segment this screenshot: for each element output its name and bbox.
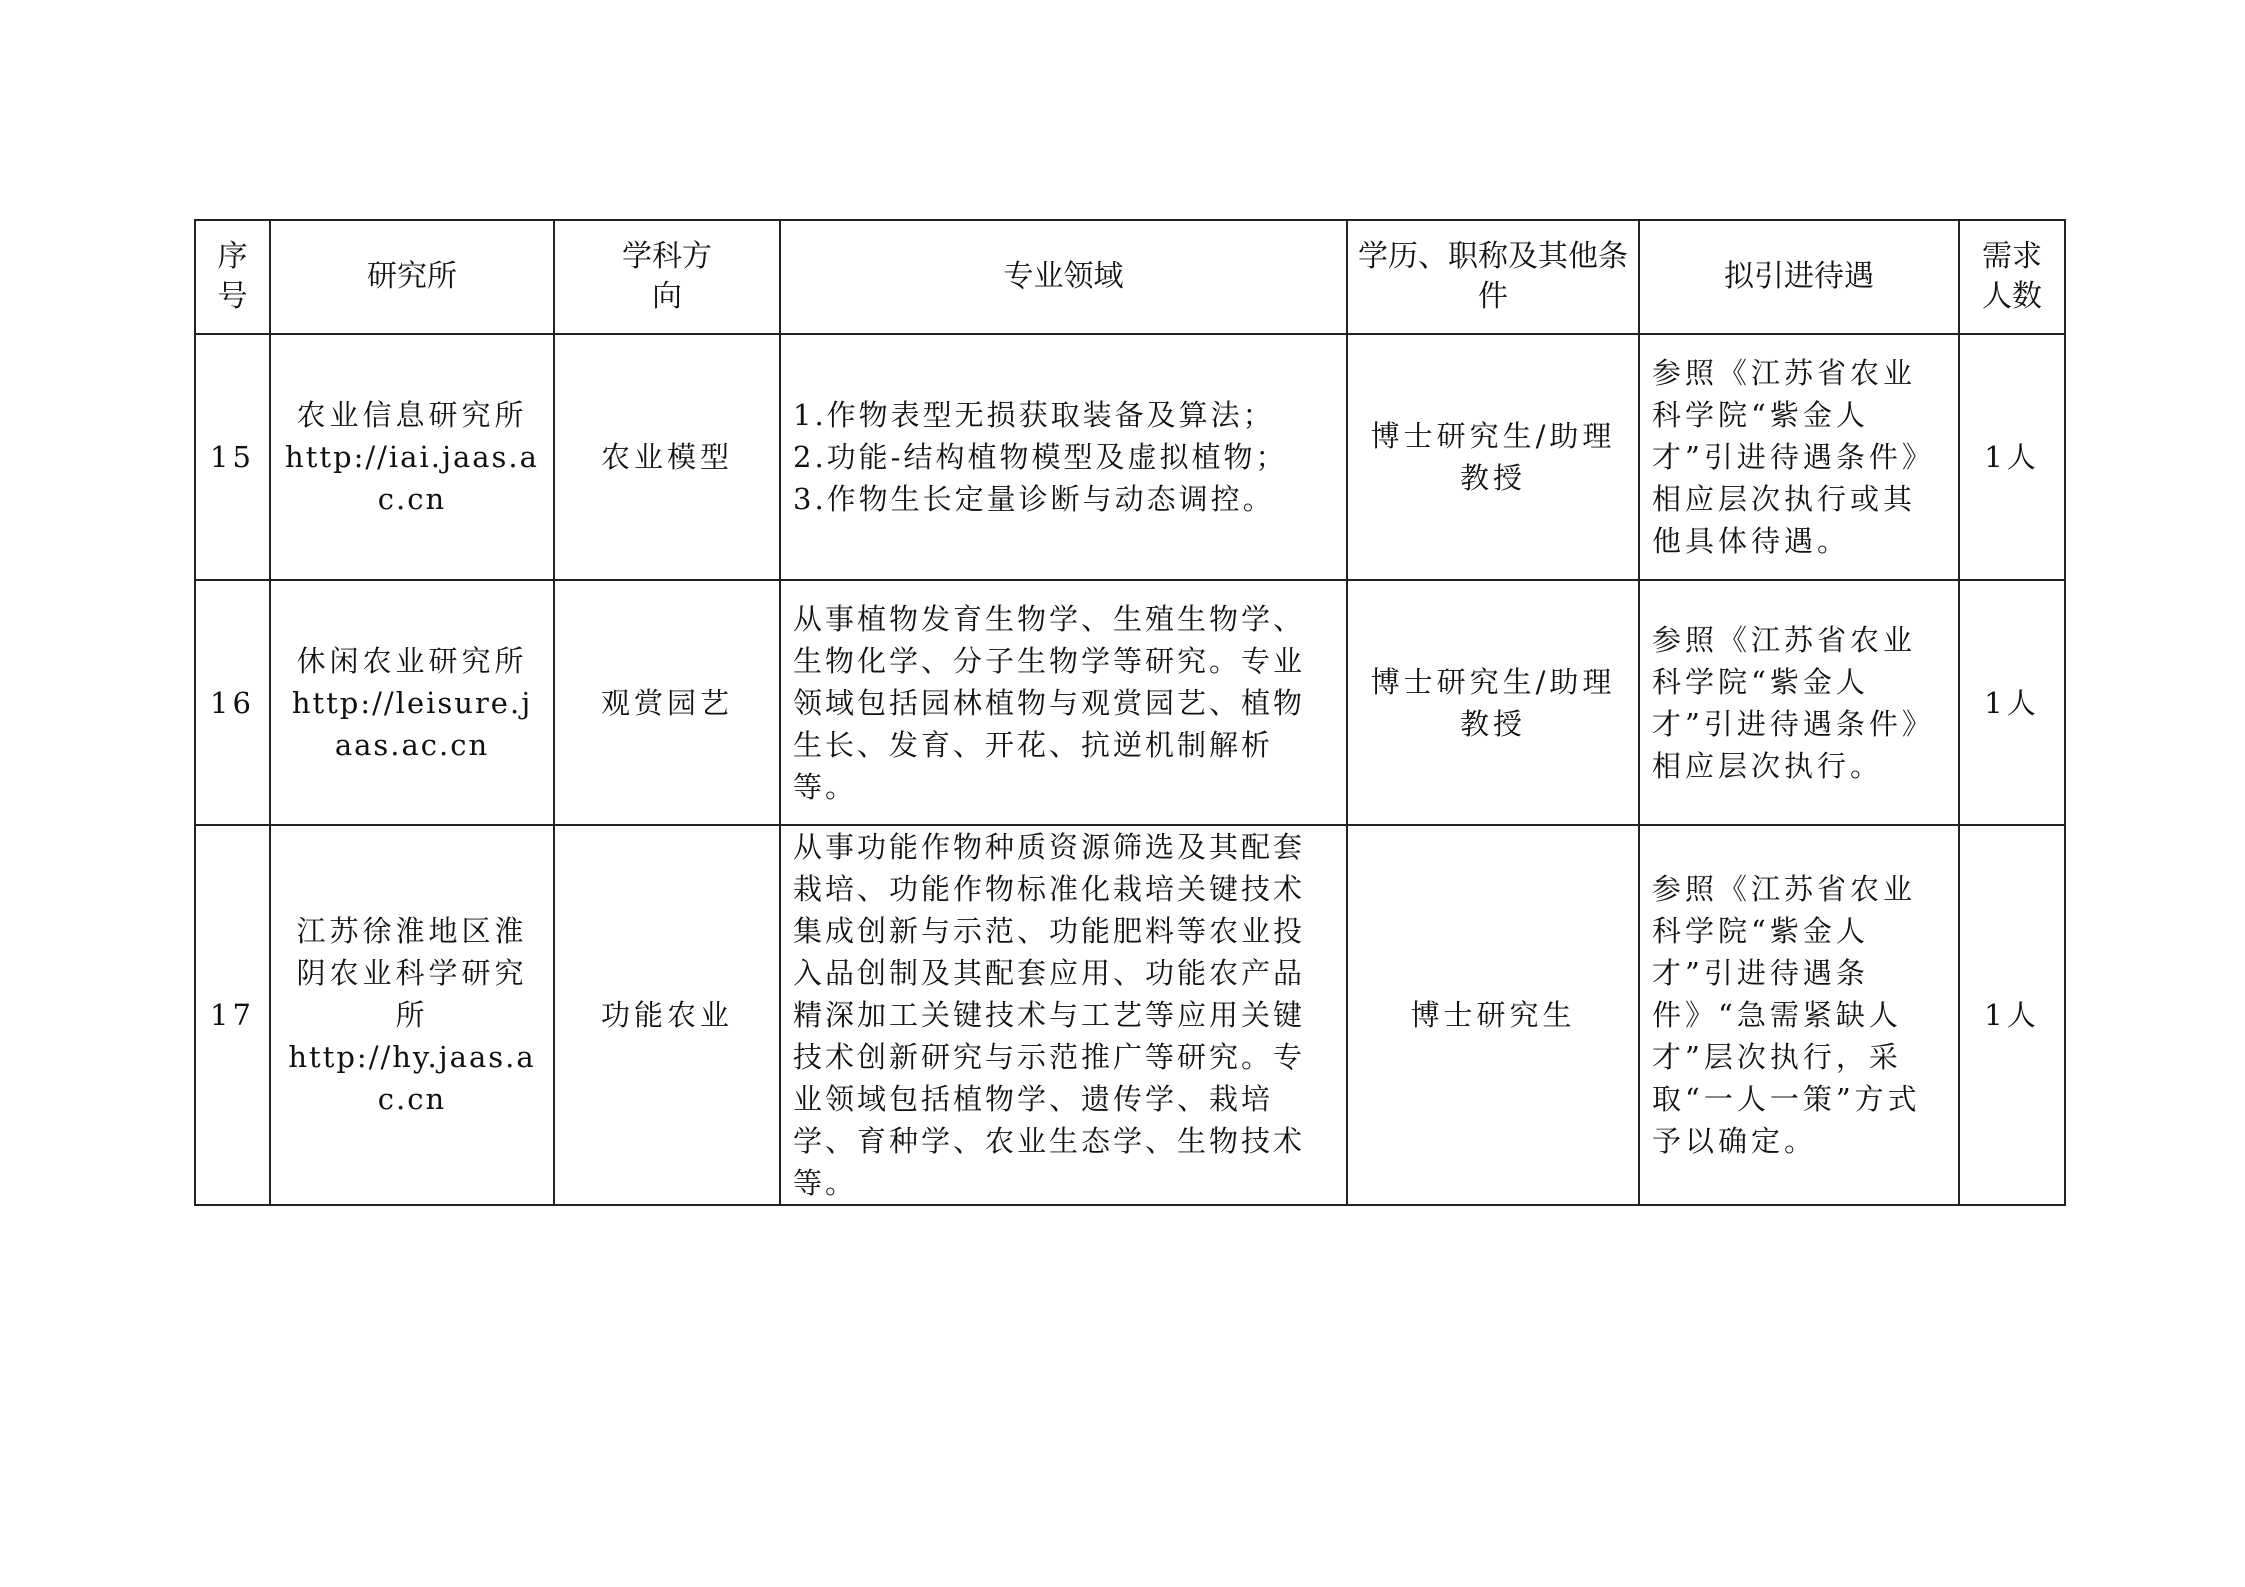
header-institute: 研究所 <box>270 220 554 334</box>
treatment-cell: 参照《江苏省农业科学院“紫金人才”引进待遇条件》相应层次执行。 <box>1639 580 1959 825</box>
count-cell: 1人 <box>1959 825 2065 1205</box>
count-cell: 1人 <box>1959 580 2065 825</box>
discipline-cell: 功能农业 <box>554 825 780 1205</box>
discipline-cell: 农业模型 <box>554 334 780 580</box>
header-index: 序号 <box>195 220 270 334</box>
institute-url-link[interactable]: http://leisure.jaas.ac.cn <box>291 685 533 762</box>
table-row <box>195 334 2065 580</box>
recruitment-table <box>194 219 2066 1206</box>
table-header-row <box>195 220 2065 334</box>
table-row <box>195 580 2065 825</box>
field-cell: 1.作物表型无损获取装备及算法； 2.功能-结构植物模型及虚拟植物； 3.作物生长定量诊断与动态调控。 <box>780 334 1347 580</box>
institute-name: 休闲农业研究所 <box>296 643 528 678</box>
row-index: 15 <box>195 334 270 580</box>
institute-name: 农业信息研究所 <box>296 398 528 432</box>
discipline-cell: 观赏园艺 <box>554 580 780 825</box>
header-discipline: 学科方向 <box>554 220 780 334</box>
institute-cell <box>270 334 554 580</box>
institute-cell <box>270 825 554 1205</box>
treatment-cell: 参照《江苏省农业科学院“紫金人才”引进待遇条件》“急需紧缺人才”层次执行，采取“一人一策”方式予以确定。 <box>1639 825 1959 1205</box>
count-cell: 1人 <box>1959 334 2065 580</box>
institute-cell <box>270 580 554 825</box>
header-count: 需求人数 <box>1959 220 2065 334</box>
institute-url-link[interactable]: http://iai.jaas.ac.cn <box>285 440 539 516</box>
row-index: 17 <box>195 825 270 1205</box>
institute-url-link[interactable]: http://hy.jaas.ac.cn <box>288 1040 536 1116</box>
field-cell: 从事植物发育生物学、生殖生物学、生物化学、分子生物学等研究。专业领域包括园林植物与观赏园艺、植物生长、发育、开花、抗逆机制解析等。 <box>780 580 1347 825</box>
requirements-cell: 博士研究生/助理教授 <box>1347 580 1639 825</box>
field-cell: 从事功能作物种质资源筛选及其配套栽培、功能作物标准化栽培关键技术集成创新与示范、功能肥料等农业投入品创制及其配套应用、功能农产品精深加工关键技术与工艺等应用关键技术创新研究与示范推广等研究。专业领域包括植物学、遗传学、栽培学、育种学、农业生态学、生物技术等。 <box>780 825 1347 1205</box>
header-requirements: 学历、职称及其他条件 <box>1347 220 1639 334</box>
institute-name: 江苏徐淮地区淮阴农业科学研究所 <box>296 914 528 1032</box>
table-row <box>195 825 2065 1205</box>
header-field: 专业领域 <box>780 220 1347 334</box>
treatment-cell: 参照《江苏省农业科学院“紫金人才”引进待遇条件》相应层次执行或其他具体待遇。 <box>1639 334 1959 580</box>
row-index: 16 <box>195 580 270 825</box>
header-treatment: 拟引进待遇 <box>1639 220 1959 334</box>
requirements-cell: 博士研究生/助理教授 <box>1347 334 1639 580</box>
requirements-cell: 博士研究生 <box>1347 825 1639 1205</box>
